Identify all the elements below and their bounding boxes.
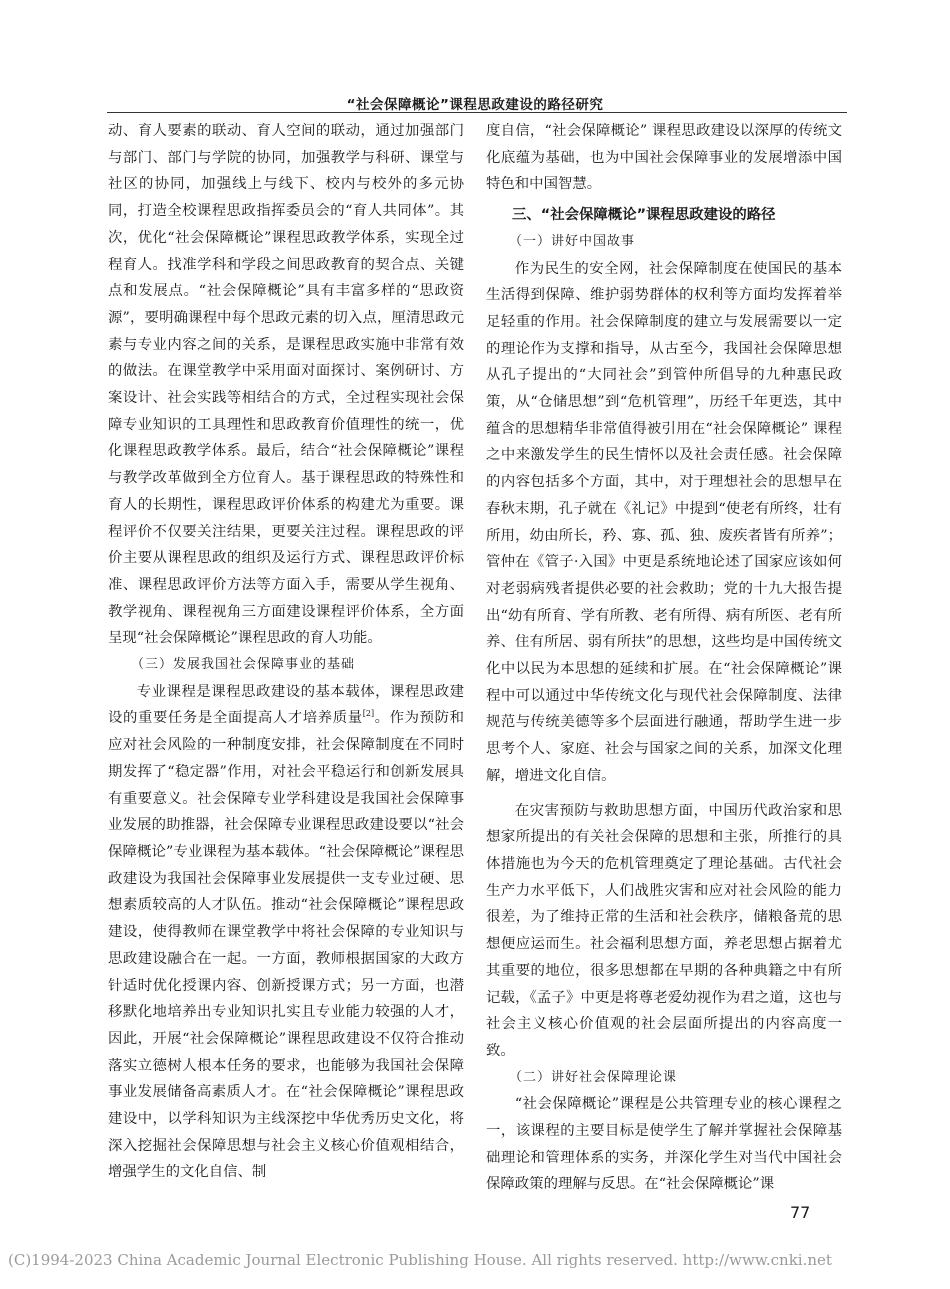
paragraph-right-3: 在灾害预防与救助思想方面，中国历代政治家和思想家所提出的有关社会保障的思想和主张，所推行的具体措施也为今天的危机管理奠定了理论基础。古代社会生产力水平低下，人们战胜灾害和应对社会风险的能力很差，为了维持正常的生活和社会秩序，储粮备荒的思想便应运而生。社会福利思想方面，养老思想占据着尤其重要的地位，很多思想都在早期的各种典籍之中有所记载，《孟子》中更是将尊老爱幼视作为君之道，这也与社会主义核心价值观的社会层面所提出的内容高度一致。 (486, 802, 842, 1059)
subheading-section-3-1: （一）讲好中国故事 (509, 233, 636, 249)
paragraph-left-2 (108, 679, 464, 1186)
section-heading-3: 三、“社会保障概论”课程思政建设的路径 (512, 207, 776, 224)
copyright-footer: (C)1994-2023 China Academic Journal Electronic Publishing House. All rights reserved. http://www.cnki.net (8, 1251, 832, 1269)
paragraph-left-2-text-a: 专业课程是课程思政建设的基本载体，课程思政建设的重要任务是全面提高人才培养质量 (108, 683, 464, 727)
citation-ref: [2] (362, 709, 375, 719)
paragraph-left-2-text-b: 。作为预防和应对社会风险的一种制度安排，社会保障制度在不同时期发挥了“稳定器”作用，对社会平稳运行和创新发展具有重要意义。社会保障专业学科建设是我国社会保障事业发展的助推器，社会保障专业课程思政建设要以“社会保障概论”专业课程为基本载体。“社会保障概论”课程思政建设为我国社会保障事业发展提供一支专业过硬、思想素质较高的人才队伍。推动“社会保障概论”课程思政建设，使得教师在课堂教学中将社会保障的专业知识与思政建设融合在一起。一方面，教师根据国家的大政方针适时优化授课内容、创新授课方式；另一方面，也潜移默化地培养出专业知识扎实且专业能力较强的人才，因此，开展“社会保障概论”课程思政建设不仅符合推动落实立德树人根本任务的要求，也能够为我国社会保障事业发展储备高素质人才。在“社会保障概论”课程思政建设中，以学科知识为主线深挖中华优秀历史文化，将深入挖掘社会保障思想与社会主义核心价值观相结合，增强学生的文化自信、制 (108, 710, 464, 1181)
subheading-section-3-2: （二）讲好社会保障理论课 (509, 1069, 678, 1085)
paragraph-right-1: 度自信，“社会保障概论” 课程思政建设以深厚的传统文化底蕴为基础，也为中国社会保障事业的发展增添中国特色和中国智慧。 (486, 123, 842, 193)
subheading-section-2-3: （三）发展我国社会保障事业的基础 (131, 657, 356, 673)
page-number: 77 (790, 1203, 811, 1222)
running-head: “社会保障概论”课程思政建设的路径研究 (346, 97, 604, 113)
right-column (486, 118, 842, 1198)
paragraph-right-4: “社会保障概论”课程是公共管理专业的核心课程之一，该课程的主要目标是使学生了解并掌握社会保障基础理论和管理体系的实务，并深化学生对当代中国社会保障政策的理解与反思。在“社会保障概论”课 (486, 1096, 842, 1193)
paragraph-right-2: 作为民生的安全网，社会保障制度在使国民的基本生活得到保障、维护弱势群体的权利等方面均发挥着举足轻重的作用。社会保障制度的建立与发展需要以一定的理论作为支撑和指导，从古至今，我国社会保障思想从孔子提出的“大同社会”到管仲所倡导的九种惠民政策，从“仓储思想”到“危机管理”，历经千年更迭，其中蕴含的思想精华非常值得被引用在“社会保障概论” 课程之中来激发学生的民生情怀以及社会责任感。社会保障的内容包括多个方面，其中，对于理想社会的思想早在春秋末期，孔子就在《礼记》中提到“使老有所终，壮有所用，幼由所长，矜、寡、孤、独、废疾者皆有所养”；管仲在《管子·入国》中更是系统地论述了国家应该如何对老弱病残者提供必要的社会救助；党的十九大报告提出“幼有所育、学有所教、老有所得、病有所医、老有所养、住有所居、弱有所扶”的思想，这些均是中国传统文化中以民为本思想的延续和扩展。在“社会保障概论”课程中可以通过中华传统文化与现代社会保障制度、法律规范与传统美德等多个层面进行融通，帮助学生进一步思考个人、家庭、社会与国家之间的关系，加深文化理解，增进文化自信。 (486, 260, 842, 784)
header-rule (107, 112, 847, 113)
paragraph-left-1: 动、育人要素的联动、育人空间的联动，通过加强部门与部门、部门与学院的协同，加强教学与科研、课堂与社区的协同，加强线上与线下、校内与校外的多元协同，打造全校课程思政指挥委员会的“育人共同体”。其次，优化“社会保障概论”课程思政教学体系，实现全过程育人。找准学科和学段之间思政教育的契合点、关键点和发展点。“社会保障概论”具有丰富多样的“思政资源”，要明确课程中每个思政元素的切入点，厘清思政元素与专业内容之间的关系，是课程思政实施中非常有效的做法。在课堂教学中采用面对面探讨、案例研讨、方案设计、社会实践等相结合的方式，全过程实现社会保障专业知识的工具理性和思政教育价值理性的统一，优化课程思政教学体系。最后，结合“社会保障概论”课程与教学改革做到全方位育人。基于课程思政的特殊性和育人的长期性，课程思政评价体系的构建尤为重要。课程评价不仅要关注结果，更要关注过程。课程思政的评价主要从课程思政的组织及运行方式、课程思政评价标准、课程思政评价方法等方面入手，需要从学生视角、教学视角、课程视角三方面建设课程评价体系，全方面呈现“社会保障概论”课程思政的育人功能。 (108, 123, 464, 647)
left-column (108, 118, 464, 1186)
